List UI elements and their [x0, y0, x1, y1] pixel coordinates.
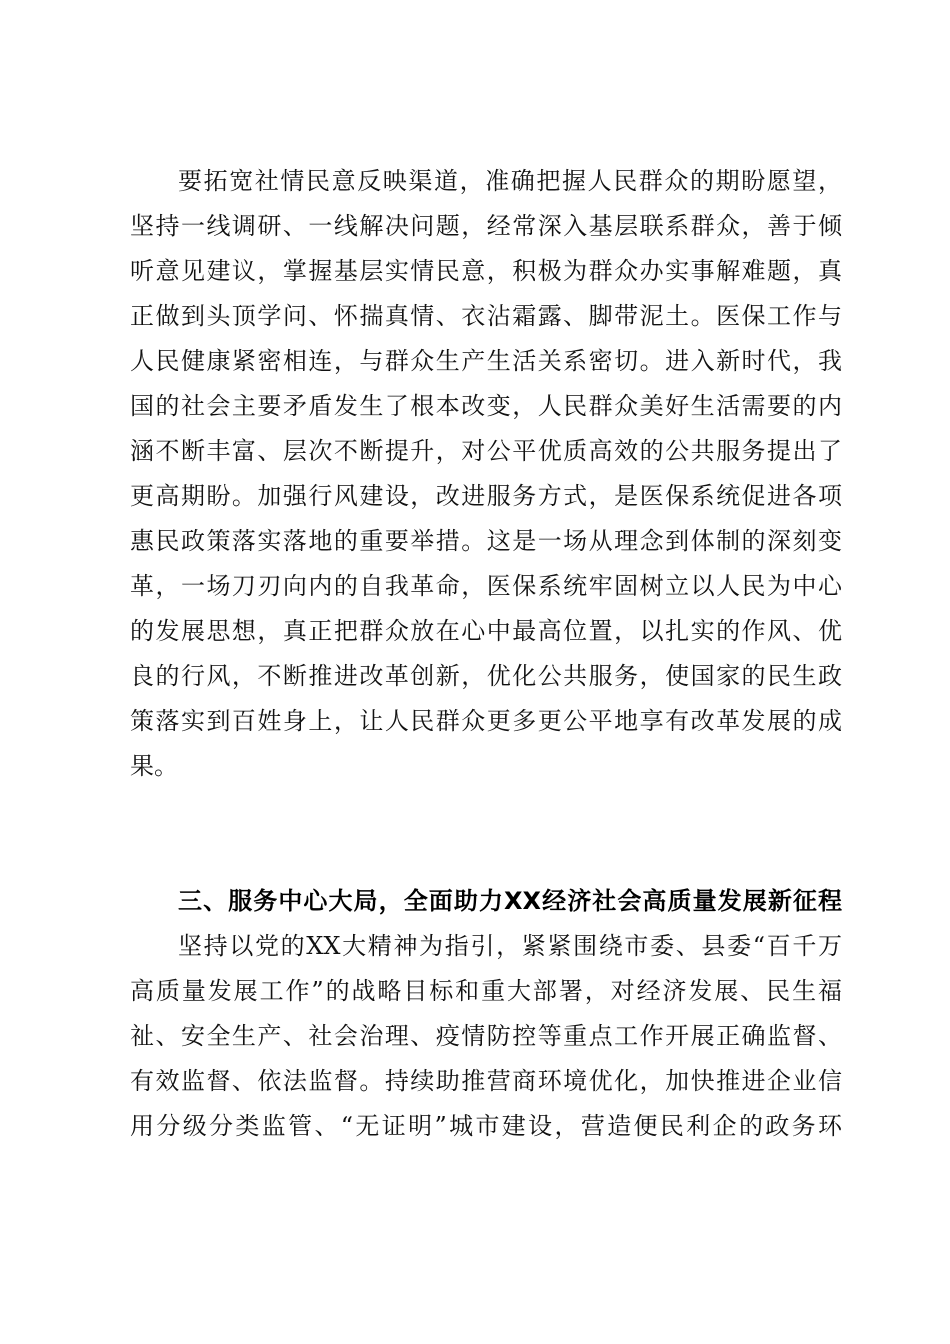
paragraph-1-line-1: 要拓宽社情民意反映渠道，准确把握人民群众的期盼愿望， [178, 167, 842, 195]
paragraph-1-line-6: 国的社会主要矛盾发生了根本改变，人民群众美好生活需要的内 [130, 392, 842, 420]
paragraph-1-line-4: 正做到头顶学问、怀揣真情、衣沾霜露、脚带泥土。医保工作与 [130, 302, 842, 330]
paragraph-1-line-9: 惠民政策落实落地的重要举措。这是一场从理念到体制的深刻变 [130, 527, 842, 555]
paragraph-2-line-4: 有效监督、依法监督。持续助推营商环境优化，加快推进企业信 [130, 1067, 842, 1095]
paragraph-1-line-8: 更高期盼。加强行风建设，改进服务方式，是医保系统促进各项 [130, 482, 842, 510]
paragraph-2-line-5: 用分级分类监管、“无证明”城市建设，营造便民利企的政务环 [130, 1112, 842, 1140]
paragraph-1-line-3: 听意见建议，掌握基层实情民意，积极为群众办实事解难题，真 [130, 257, 842, 285]
paragraph-1-line-10: 革，一场刀刃向内的自我革命，医保系统牢固树立以人民为中心 [130, 572, 842, 600]
paragraph-2-line-2: 高质量发展工作”的战略目标和重大部署，对经济发展、民生福 [130, 977, 842, 1005]
paragraph-1-line-12: 良的行风，不断推进改革创新，优化公共服务，使国家的民生政 [130, 662, 842, 690]
section-heading-3: 三、服务中心大局，全面助力XX经济社会高质量发展新征程 [178, 887, 842, 915]
paragraph-1-line-14: 果。 [130, 752, 178, 780]
paragraph-1-line-7: 涵不断丰富、层次不断提升，对公平优质高效的公共服务提出了 [130, 437, 842, 465]
paragraph-1-line-11: 的发展思想，真正把群众放在心中最高位置，以扎实的作风、优 [130, 617, 842, 645]
paragraph-2-line-1: 坚持以党的XX大精神为指引，紧紧围绕市委、县委“百千万 [178, 932, 842, 960]
paragraph-2-line-3: 祉、安全生产、社会治理、疫情防控等重点工作开展正确监督、 [130, 1022, 842, 1050]
paragraph-1-line-2: 坚持一线调研、一线解决问题，经常深入基层联系群众，善于倾 [130, 212, 842, 240]
paragraph-1-line-5: 人民健康紧密相连，与群众生产生活关系密切。进入新时代，我 [130, 347, 842, 375]
paragraph-1-line-13: 策落实到百姓身上，让人民群众更多更公平地享有改革发展的成 [130, 707, 842, 735]
